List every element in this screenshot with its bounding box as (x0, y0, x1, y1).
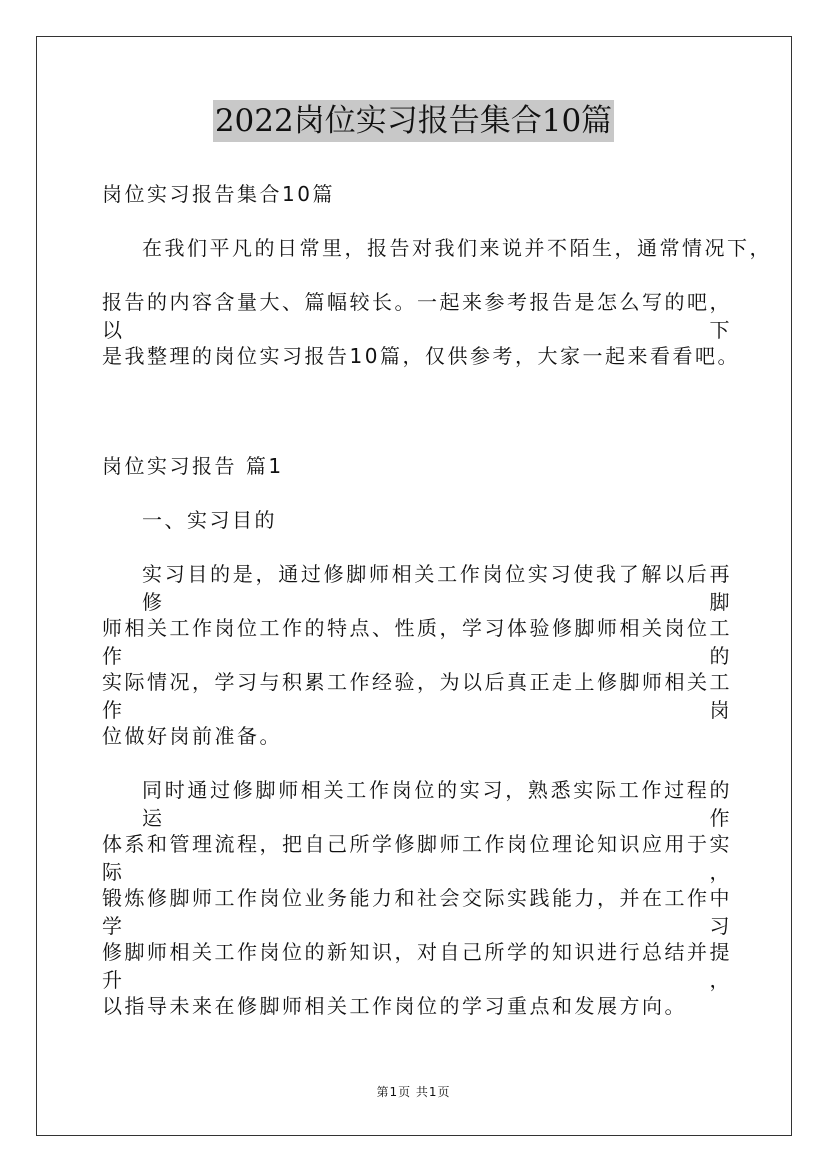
paragraph-line: 同时通过修脚师相关工作岗位的实习，熟悉实际工作过程的运作 (142, 778, 732, 830)
intro-line: 是我整理的岗位实习报告10篇，仅供参考，大家一起来看看吧。 (102, 344, 740, 368)
intro-line: 在我们平凡的日常里，报告对我们来说并不陌生，通常情况下， (142, 236, 772, 260)
document-subtitle: 岗位实习报告集合10篇 (102, 182, 335, 206)
section-heading: 岗位实习报告 篇1 (102, 454, 284, 478)
paragraph-line: 体系和管理流程，把自己所学修脚师工作岗位理论知识应用于实际， (102, 832, 732, 884)
intro-line: 报告的内容含量大、篇幅较长。一起来参考报告是怎么写的吧，以下 (102, 290, 732, 342)
document-title (0, 100, 827, 142)
paragraph-line: 修脚师相关工作岗位的新知识，对自己所学的知识进行总结并提升， (102, 940, 732, 992)
paragraph-line: 锻炼修脚师工作岗位业务能力和社会交际实践能力，并在工作中学习 (102, 886, 732, 938)
paragraph-line: 实际情况，学习与积累工作经验，为以后真正走上修脚师相关工作岗 (102, 670, 732, 722)
page-number: 第1页 共1页 (376, 1085, 451, 1099)
paragraph-line: 实习目的是，通过修脚师相关工作岗位实习使我了解以后再修脚 (142, 562, 732, 614)
paragraph-line: 位做好岗前准备。 (102, 724, 282, 748)
sub-heading: 一、实习目的 (142, 508, 277, 532)
paragraph-line: 以指导未来在修脚师相关工作岗位的学习重点和发展方向。 (102, 994, 687, 1018)
paragraph-line: 师相关工作岗位工作的特点、性质，学习体验修脚师相关岗位工作的 (102, 616, 732, 668)
document-title-text: 2022岗位实习报告集合10篇 (213, 100, 614, 142)
